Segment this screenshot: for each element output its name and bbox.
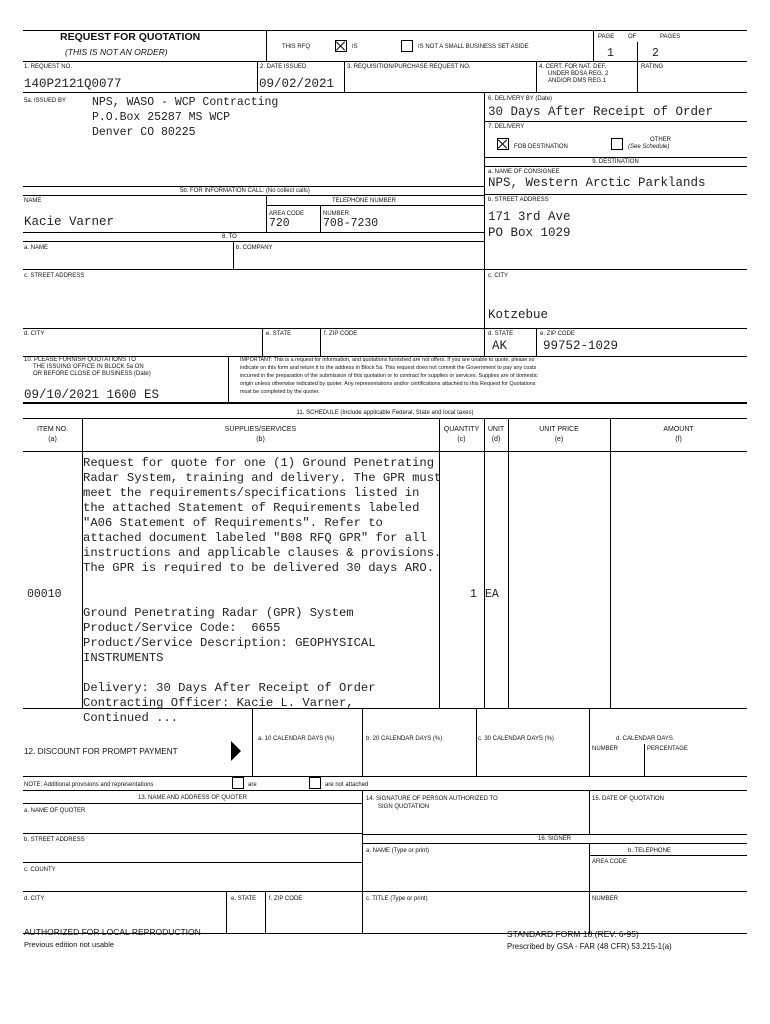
delivery-label: 7. DELIVERY — [488, 124, 525, 130]
col-unit-header: UNIT — [487, 426, 505, 433]
discount-percentage-label: PERCENTAGE — [647, 746, 688, 752]
issued-by-label: 5a. ISSUED BY — [24, 98, 67, 104]
requisition-label: 3. REQUISITION/PURCHASE REQUEST NO. — [347, 64, 471, 70]
destination-label: 9. DESTINATION — [592, 159, 639, 165]
discount-10-days: a. 10 CALENDAR DAYS (%) — [258, 736, 335, 742]
dest-city-label: c. CITY — [488, 273, 509, 279]
cert-label-2: UNDER BDSA REG. 2 — [548, 71, 609, 77]
item-description: Request for quote for one (1) Ground Penetrating Radar System, training and delivery. The GPR must meet the requirements/specifications listed in the attached Statement of Requirements labeled "A06 Statement of Requirements". Refer to attached document labeled "B08 RFQ GPR" for all instructions and applicable clauses & provisions. The GPR is required to be delivered 30 days ARO. Ground Penetrating Radar (GPR) System Product/Service Code: 6655 Product/Service Description: GEOPHYSICAL INSTRUMENTS Delivery: 30 Days After Receipt of Order Contracting Officer: Kacie L. Varner, Continued ... — [83, 456, 442, 725]
dest-city-value: Kotzebue — [488, 308, 549, 322]
col-quantity-sub: (c) — [457, 436, 466, 443]
col-amount-header: AMOUNT — [663, 426, 694, 433]
cert-label-3: AND/OR DMS REG.1 — [548, 78, 607, 84]
important-line-3: incurred in the preparation of the submission of this quotation or to contract for supplies or services. Supplies are of domestic — [240, 373, 538, 379]
furnish-label-1: 10. PLEASE FURNISH QUOTATIONS TO — [24, 357, 136, 363]
quoter-zip-label: f. ZIP CODE — [269, 896, 303, 902]
are-checkbox[interactable] — [232, 777, 244, 789]
to-label: 8. TO — [222, 234, 237, 240]
footer-authorized: AUTHORIZED FOR LOCAL REPRODUCTION — [24, 927, 201, 937]
discount-number-label: NUMBER — [592, 746, 619, 752]
signer-name-label: a. NAME (Type or print) — [366, 848, 430, 854]
other-checkbox[interactable] — [611, 138, 623, 150]
signer-number-label: NUMBER — [592, 896, 619, 902]
delivery-by-label: 6. DELIVERY BY (Date) — [488, 96, 553, 102]
page-label: PAGE — [598, 34, 615, 40]
delivery-by-value: 30 Days After Receipt of Order — [488, 105, 714, 119]
to-name-label: a. NAME — [24, 245, 49, 251]
footer-standard-form: STANDARD FORM 18 (REV. 6-95) — [507, 929, 639, 939]
quoter-county-label: c. COUNTY — [24, 867, 56, 873]
date-of-quotation-label: 15. DATE OF QUOTATION — [592, 796, 665, 802]
signer-title-label: c. TITLE (Type or print) — [366, 896, 428, 902]
col-unit-price-header: UNIT PRICE — [539, 426, 579, 433]
issued-by-line3: Denver CO 80225 — [92, 126, 196, 139]
consignee-label: a. NAME OF CONSIGNEE — [488, 169, 560, 175]
date-issued-label: 2. DATE ISSUED — [260, 64, 307, 70]
to-street-label: c. STREET ADDRESS — [24, 273, 85, 279]
col-item-header: ITEM NO. — [36, 426, 69, 433]
discount-30-days: c. 30 CALENDAR DAYS (%) — [478, 736, 554, 742]
signature-label-1: 14. SIGNATURE OF PERSON AUTHORIZED TO — [366, 796, 498, 802]
other-label: OTHER — [650, 137, 671, 143]
dest-state-label: d. STATE — [488, 331, 514, 337]
other-sub-label: (See Schedule) — [628, 144, 670, 150]
important-line-1: IMPORTANT: This is a request for information, and quotations furnished are not offers. If you are unable to quote, please so — [240, 357, 535, 363]
rating-label: RATING — [641, 64, 664, 70]
col-amount-sub: (f) — [675, 436, 682, 443]
contact-name-value: Kacie Varner — [24, 215, 115, 229]
footer-prescribed: Prescribed by GSA - FAR (48 CFR) 53.215-1(a) — [507, 942, 672, 951]
form-subtitle: (THIS IS NOT AN ORDER) — [65, 47, 168, 57]
dest-state-value: AK — [492, 339, 508, 353]
col-unit-sub: (d) — [491, 436, 501, 443]
dest-zip-value: 99752-1029 — [543, 339, 619, 353]
quoter-label: 13. NAME AND ADDRESS OF QUOTER — [137, 795, 248, 801]
small-business-is-not-checkbox[interactable] — [401, 40, 413, 52]
footer-previous-edition: Previous edition not usable — [24, 940, 115, 949]
dest-street2-value: PO Box 1029 — [488, 226, 571, 240]
this-rfq-label: THIS RFQ — [282, 44, 310, 50]
name-label: NAME — [24, 198, 42, 204]
furnish-label-2: THE ISSUING OFFICE IN BLOCK 5a ON — [33, 364, 144, 370]
important-line-4: origin unless otherwise indicated by quoter. Any representations and/or certifications attached to this Request for Quotations — [240, 381, 536, 387]
is-not-label: IS NOT A SMALL BUSINESS SET ASIDE — [418, 44, 529, 50]
col-supplies-header: SUPPLIES/SERVICES — [224, 426, 297, 433]
to-city-label: d. CITY — [24, 331, 45, 337]
dest-zip-label: e. ZIP CODE — [540, 331, 575, 337]
issued-by-line2: P.O.Box 25287 MS WCP — [92, 111, 231, 124]
discount-calendar-days: d. CALENDAR DAYS — [616, 736, 673, 742]
dest-street-label: b. STREET ADDRESS — [488, 197, 549, 203]
quoter-name-label: a. NAME OF QUOTER — [24, 808, 86, 814]
fob-destination-label: FOB DESTINATION — [514, 144, 568, 150]
request-no-label: 1. REQUEST NO. — [24, 64, 72, 70]
note-text: NOTE: Additional provisions and representations — [24, 782, 154, 788]
of-label: OF — [628, 34, 637, 40]
furnish-label-3: OR BEFORE CLOSE OF BUSINESS (Date) — [33, 371, 151, 377]
col-unit-price-sub: (e) — [554, 436, 564, 443]
date-issued-value: 09/02/2021 — [259, 77, 335, 91]
form-title: REQUEST FOR QUOTATION — [60, 31, 201, 43]
area-code-value: 720 — [269, 217, 290, 230]
signer-telephone-label: b. TELEPHONE — [628, 848, 671, 854]
important-line-5: must be completed by the quoter. — [240, 389, 320, 395]
schedule-label: 11. SCHEDULE (Include applicable Federal, State and local taxes) — [296, 410, 474, 416]
small-business-is-checkbox[interactable] — [335, 40, 347, 52]
item-no-value: 00010 — [27, 588, 62, 601]
quoter-state-label: e. STATE — [231, 896, 257, 902]
cert-label-1: 4. CERT. FOR NAT. DEF. — [539, 64, 607, 70]
to-state-label: e. STATE — [266, 331, 292, 337]
discount-20-days: b. 20 CALENDAR DAYS (%) — [366, 736, 443, 742]
number-value: 708-7230 — [323, 217, 379, 230]
col-supplies-sub: (b) — [256, 436, 265, 443]
quoter-city-label: d. CITY — [24, 896, 45, 902]
issued-by-line1: NPS, WASO - WCP Contracting — [92, 96, 279, 109]
area-code-label: AREA CODE — [269, 211, 305, 217]
to-company-label: b. COMPANY — [236, 245, 273, 251]
quoter-street-label: b. STREET ADDRESS — [24, 837, 85, 843]
number-label: NUMBER — [323, 211, 350, 217]
important-line-2: indicate on this form and return it to the address in Block 5a. This request does not commit the Government to pay any costs — [240, 365, 537, 371]
pages-label: PAGES — [660, 34, 681, 40]
request-no-value: 140P2121Q0077 — [24, 77, 122, 91]
is-label: IS — [352, 44, 358, 50]
pages-value: 2 — [652, 47, 659, 60]
info-call-label: 5b. FOR INFORMATION CALL: (No collect calls) — [180, 188, 310, 194]
col-quantity-header: QUANTITY — [443, 426, 480, 433]
telephone-label: TELEPHONE NUMBER — [332, 198, 397, 204]
quantity-value: 1 — [470, 588, 477, 601]
discount-label: 12. DISCOUNT FOR PROMPT PAYMENT — [24, 747, 178, 756]
col-item-sub: (a) — [48, 436, 57, 443]
consignee-value: NPS, Western Arctic Parklands — [488, 176, 706, 190]
fob-destination-checkbox[interactable] — [497, 138, 509, 150]
are-label: are — [248, 782, 257, 788]
signature-label-2: SIGN QUOTATION — [378, 804, 430, 810]
discount-arrow-icon — [231, 741, 241, 761]
dest-street1-value: 171 3rd Ave — [488, 210, 571, 224]
furnish-date-value: 09/10/2021 1600 ES — [24, 388, 160, 402]
are-not-label: are not attached — [325, 782, 369, 788]
are-not-checkbox[interactable] — [309, 777, 321, 789]
to-zip-label: f. ZIP CODE — [324, 331, 358, 337]
area-code-label-16: AREA CODE — [592, 859, 628, 865]
page-value: 1 — [607, 47, 614, 60]
signer-label: 16. SIGNER — [537, 836, 571, 842]
unit-value: EA — [485, 588, 499, 601]
